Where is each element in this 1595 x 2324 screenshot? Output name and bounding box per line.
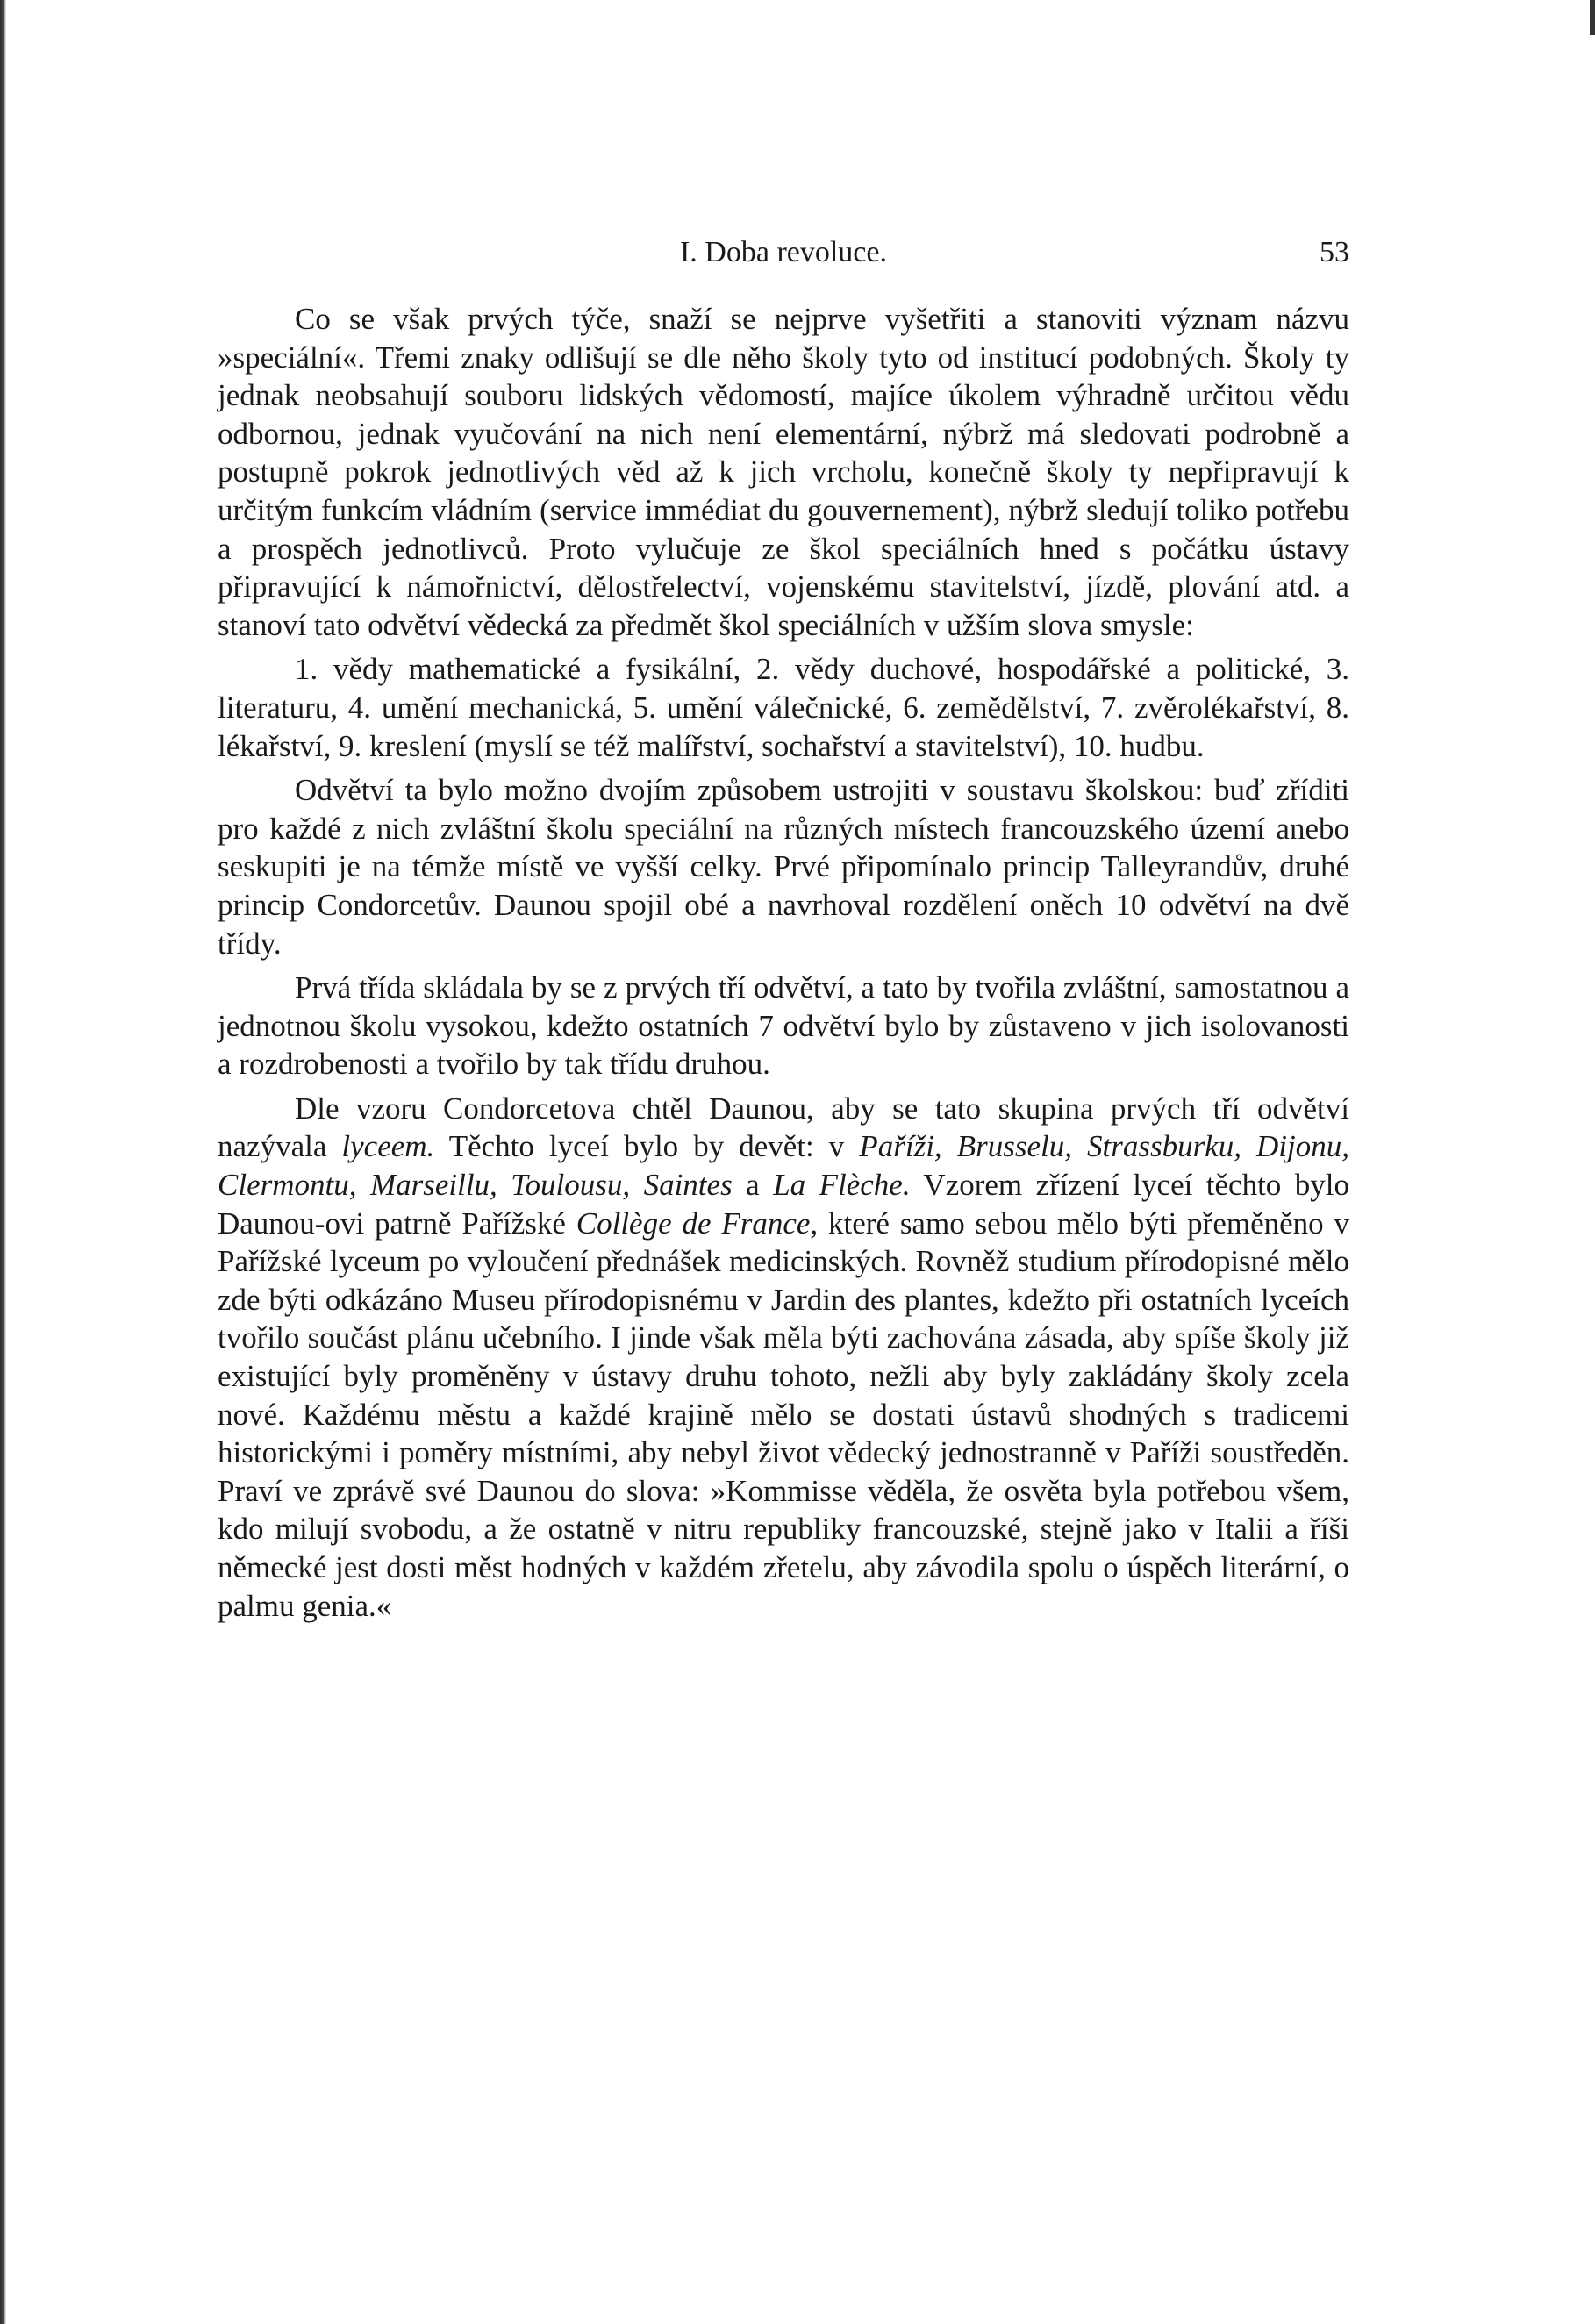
paragraph (218, 771, 1349, 962)
paragraph (218, 969, 1349, 1083)
italic-text: Paříži, Brusselu, Strassburku, Dijonu, Clermontu, Marseillu, Toulousu, Saintes (218, 1129, 1349, 1203)
text-run: 1. vědy mathematické a fysikální, 2. vědy duchové, hospodářské a politické, 3. literaturu, 4. umění mechanická, 5. umění válečnické, 6. zemědělství, 7. zvěrolékařství, 8. lékařství, 9. kreslení (myslí se též malířství, sochařství a stavitelství), 10. hudbu. (218, 652, 1349, 763)
text-run: Co se však prvých týče, snaží se nejprve vyšetřiti a stanoviti význam názvu »speciální«. Třemi znaky odlišují se dle něho školy tyto od institucí podobných. Školy ty jednak neobsahují souboru lidských vědomostí, majíce úkolem výhradně určitou vědu odbornou, jednak vyučování na nich není elementární, nýbrž má sledovati podrobně a postupně pokrok jednotlivých věd až k jich vrcholu, konečně školy ty nepřipravují k určitým funkcím vládním (service immédiat du gouvernement), nýbrž sledují toliko potřebu a prospěch jednotlivců. Proto vylučuje ze škol speciálních hned s počátku ústavy připravující k námořnictví, dělostřelectví, vojenskému stavitelství, jízdě, plování atd. a stanoví tato odvětví vědecká za předmět škol speciálních v užším slova smysle: (218, 302, 1349, 642)
italic-text: lyceem. (341, 1129, 435, 1164)
paragraph (218, 1090, 1349, 1625)
page-number: 53 (1320, 236, 1349, 268)
text-run: Prvá třída skládala by se z prvých tří odvětví, a tato by tvořila zvláštní, samostatnou a jednotnou školu vysokou, kdežto ostatních 7 odvětví bylo by zůstaveno v jich isolovanosti a rozdrobenosti a tvořilo by tak třídu druhou. (218, 970, 1349, 1082)
paragraph (218, 300, 1349, 644)
paragraph (218, 650, 1349, 765)
text-run: Dle vzoru Condorcetova chtěl Daunou, aby se tato skupina prvých tří odvětví nazývala (218, 1090, 1349, 1164)
book-page (218, 230, 1349, 1625)
text-run: a (732, 1168, 774, 1203)
text-run: Těchto lyceí bylo by devět: v (434, 1129, 860, 1164)
running-head (218, 230, 1349, 275)
chapter-title: I. Doba revoluce. (679, 236, 887, 268)
body-text (218, 300, 1349, 1625)
italic-text: Collège de France, (576, 1205, 819, 1241)
text-run: Vzorem zřízení lyceí těchto bylo Daunou-ovi patrně Pařížské (218, 1168, 1350, 1241)
scan-edge-left (0, 0, 6, 2324)
scan-edge-right (1590, 0, 1595, 35)
text-run: Odvětví ta bylo možno dvojím způsobem ustrojiti v soustavu školskou: buď zříditi pro každé z nich zvláštní školu speciální na různých místech francouzského území anebo seskupiti je na témže místě ve vyšší celky. Prvé připomínalo princip Talleyrandův, druhé princip Condorcetův. Daunou spojil obé a navrhoval rozdělení oněch 10 odvětví na dvě třídy. (218, 773, 1349, 961)
italic-text: La Flèche. (773, 1168, 911, 1203)
text-run: které samo sebou mělo býti přeměněno v Pařížské lyceum po vyloučení přednášek medicinských. Rovněž studium přírodopisné mělo zde býti odkázáno Museu přírodopisnému v Jardin des plantes, kdežto při ostatních lyceích tvořilo součást plánu učebního. I jinde však měla býti zachována zásada, aby spíše školy již existující byly proměněny v ústavy druhu tohoto, nežli aby byly zakládány školy zcela nové. Každému městu a každé krajině mělo se dostati ústavů shodných s tradicemi historickými i poměry místními, aby nebyl život vědecký jednostranně v Paříži soustředěn. Praví ve zprávě své Daunou do slova: »Kommisse věděla, že osvěta byla potřebou všem, kdo milují svobodu, a že ostatně v nitru republiky francouzské, stejně jako v Italii a říši německé jest dosti měst hodných v každém zřetelu, aby závodila spolu o úspěch literární, o palmu genia.« (218, 1205, 1349, 1623)
